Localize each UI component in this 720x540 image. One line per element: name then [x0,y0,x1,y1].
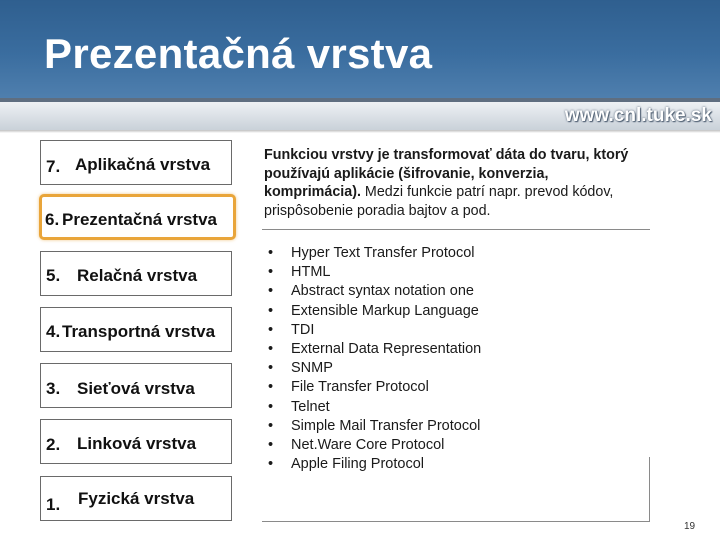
layer-number: 5. [46,266,61,285]
page-number: 19 [684,521,696,532]
bullet-icon: • [268,417,274,434]
layer-name: Aplikačná vrstva [75,155,211,174]
url-bar [0,98,720,130]
layer-number: 1. [46,495,61,514]
bullet-icon: • [268,302,274,319]
bullet-icon: • [268,321,274,338]
layer-box-2 [40,419,232,464]
bullet-icon: • [268,264,274,281]
website-url: www.cnl.tuke.sk [564,105,712,126]
layer-name: Sieťová vrstva [77,379,195,398]
bullet-icon: • [268,340,274,357]
top-separator-line [262,229,650,230]
layer-box-5 [40,251,232,296]
layer-name: Fyzická vrstva [78,489,195,508]
layer-box-6-highlighted [39,194,236,240]
layer-name: Relačná vrstva [77,266,198,285]
layer-box-4 [40,307,232,352]
bullet-icon: • [268,436,274,453]
layer-box-7 [40,140,232,185]
layer-number: 2. [46,435,61,454]
description-bold-text: Funkciou vrstvy je transformovať dáta do tvaru, ktorý používajú aplikácie (šifrovanie, konverzia, komprimácia). [264,147,629,201]
layer-box-1 [40,476,232,521]
layer-number: 3. [46,379,61,398]
bullet-icon: • [268,245,274,261]
layer-description [264,146,649,220]
layer-number: 4. [46,322,61,341]
description-normal-text: Medzi funkcie patrí napr. prevod kódov, prispôsobenie poradia bajtov a pod. [264,184,614,219]
bullet-icon: • [268,283,274,300]
layer-name: Prezentačná vrstva [62,210,217,229]
vertical-separator-line [649,457,650,522]
layer-box-3 [40,363,232,408]
layer-number: 6. [45,210,60,229]
layer-name: Transportná vrstva [62,322,216,341]
layer-name: Linková vrstva [77,434,197,453]
slide-title: Prezentačná vrstva [44,30,433,77]
bullet-icon: • [268,379,274,396]
bullet-icon: • [268,456,274,473]
bullet-icon: • [268,360,274,377]
title-banner [0,0,720,98]
bullet-icon: • [268,398,274,415]
bottom-separator-line [262,521,650,522]
layer-number: 7. [46,157,61,176]
